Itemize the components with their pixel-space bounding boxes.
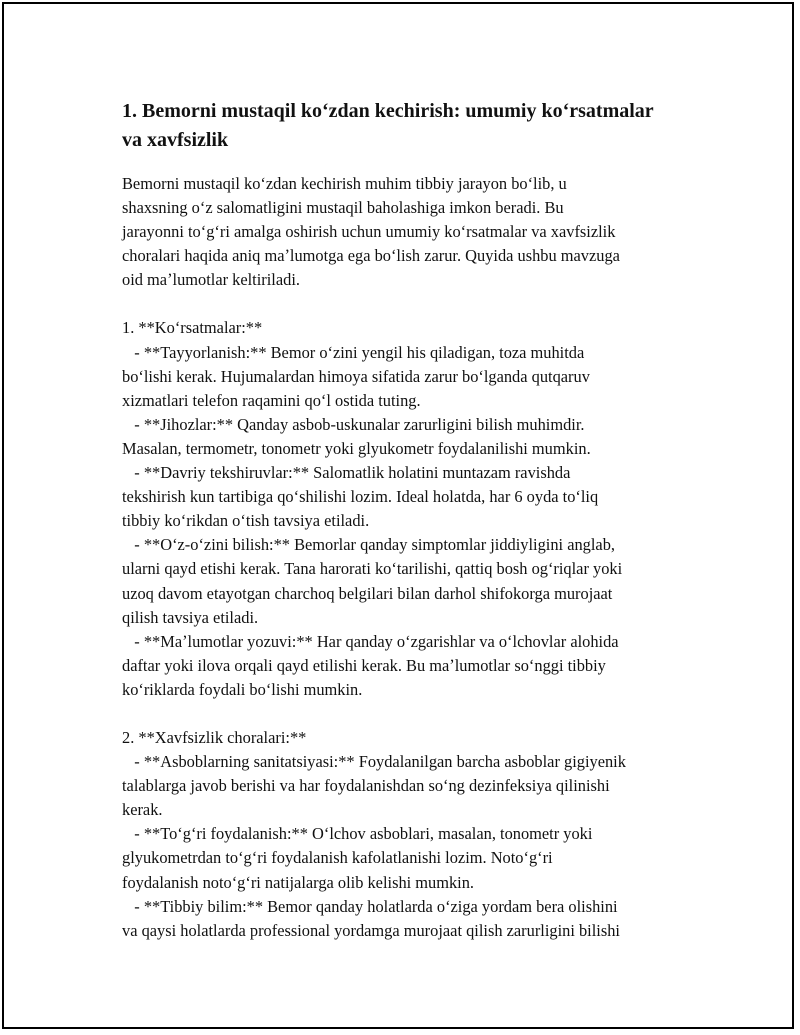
text-line: ularni qayd etishi kerak. Tana harorati koʻtarilishi, qattiq bosh ogʻriqlar yoki	[122, 559, 623, 579]
text-line: boʻlishi kerak. Hujumalardan himoya sifatida zarur boʻlganda qutqaruv	[122, 366, 590, 386]
text-line: daftar yoki ilova orqali qayd etilishi kerak. Bu maʼlumotlar soʻnggi tibbiy	[122, 655, 606, 675]
document-content	[122, 97, 702, 943]
document-page	[2, 2, 794, 1029]
text-line: jarayonni toʻgʻri amalga oshirish uchun umumiy koʻrsatmalar va xavfsizlik	[122, 222, 616, 242]
text-line: kerak.	[122, 800, 163, 820]
text-line: - **Tibbiy bilim:** Bemor qanday holatlarda oʻziga yordam bera olishini	[122, 896, 618, 916]
guidelines-section	[122, 316, 702, 702]
text-line: xizmatlari telefon raqamini qoʻl ostida tuting.	[122, 390, 421, 410]
text-line: - **Oʻz-oʻzini bilish:** Bemorlar qanday simptomlar jiddiyligini anglab,	[122, 535, 615, 555]
text-line: shaxsning oʻz salomatligini mustaqil baholashiga imkon beradi. Bu	[122, 198, 564, 218]
text-line: va qaysi holatlarda professional yordamga murojaat qilish zarurligini bilishi	[122, 920, 620, 940]
text-line: talablarga javob berishi va har foydalanishdan soʻng dezinfeksiya qilinishi	[122, 776, 610, 796]
text-line: - **Asboblarning sanitatsiyasi:** Foydalanilgan barcha asboblar gigiyenik	[122, 752, 626, 772]
text-line: - **Jihozlar:** Qanday asbob-uskunalar zarurligini bilish muhimdir.	[122, 414, 585, 434]
text-line: Bemorni mustaqil koʻzdan kechirish muhim tibbiy jarayon boʻlib, u	[122, 174, 567, 193]
text-line: uzoq davom etayotgan charchoq belgilari bilan darhol shifokorga murojaat	[122, 583, 613, 603]
text-line: tekshirish kun tartibiga qoʻshilishi lozim. Ideal holatda, har 6 oyda toʻliq	[122, 487, 599, 507]
text-line: - **Tayyorlanish:** Bemor oʻzini yengil his qiladigan, toza muhitda	[122, 342, 585, 362]
text-line: tibbiy koʻrikdan oʻtish tavsiya etiladi.	[122, 511, 370, 531]
heading-line: va xavfsizlik	[122, 129, 229, 151]
text-line: koʻriklarda foydali boʻlishi mumkin.	[122, 679, 363, 699]
intro-paragraph	[122, 172, 702, 292]
text-line: Masalan, termometr, tonometr yoki glyukometr foydalanilishi mumkin.	[122, 438, 591, 458]
text-line: foydalanish notoʻgʻri natijalarga olib kelishi mumkin.	[122, 872, 475, 892]
heading-line: 1. Bemorni mustaqil koʻzdan kechirish: umumiy koʻrsatmalar	[122, 100, 654, 122]
paragraph-gap	[122, 292, 702, 316]
text-line: - **Davriy tekshiruvlar:** Salomatlik holatini muntazam ravishda	[122, 463, 571, 483]
text-line: 2. **Xavfsizlik choralari:**	[122, 727, 307, 747]
text-line: - **Maʼlumotlar yozuvi:** Har qanday oʻzgarishlar va oʻlchovlar alohida	[122, 631, 619, 651]
text-line: oid maʼlumotlar keltiriladi.	[122, 270, 300, 290]
text-line: qilish tavsiya etiladi.	[122, 607, 259, 627]
safety-section	[122, 726, 702, 943]
text-line: - **Toʻgʻri foydalanish:** Oʻlchov asboblari, masalan, tonometr yoki	[122, 824, 593, 844]
text-line: glyukometrdan toʻgʻri foydalanish kafolatlanishi lozim. Notoʻgʻri	[122, 848, 553, 868]
paragraph-gap	[122, 702, 702, 726]
text-line: choralari haqida aniq maʼlumotga ega boʻlish zarur. Quyida ushbu mavzuga	[122, 246, 620, 266]
section-heading	[122, 97, 702, 155]
text-line: 1. **Koʻrsatmalar:**	[122, 318, 263, 338]
